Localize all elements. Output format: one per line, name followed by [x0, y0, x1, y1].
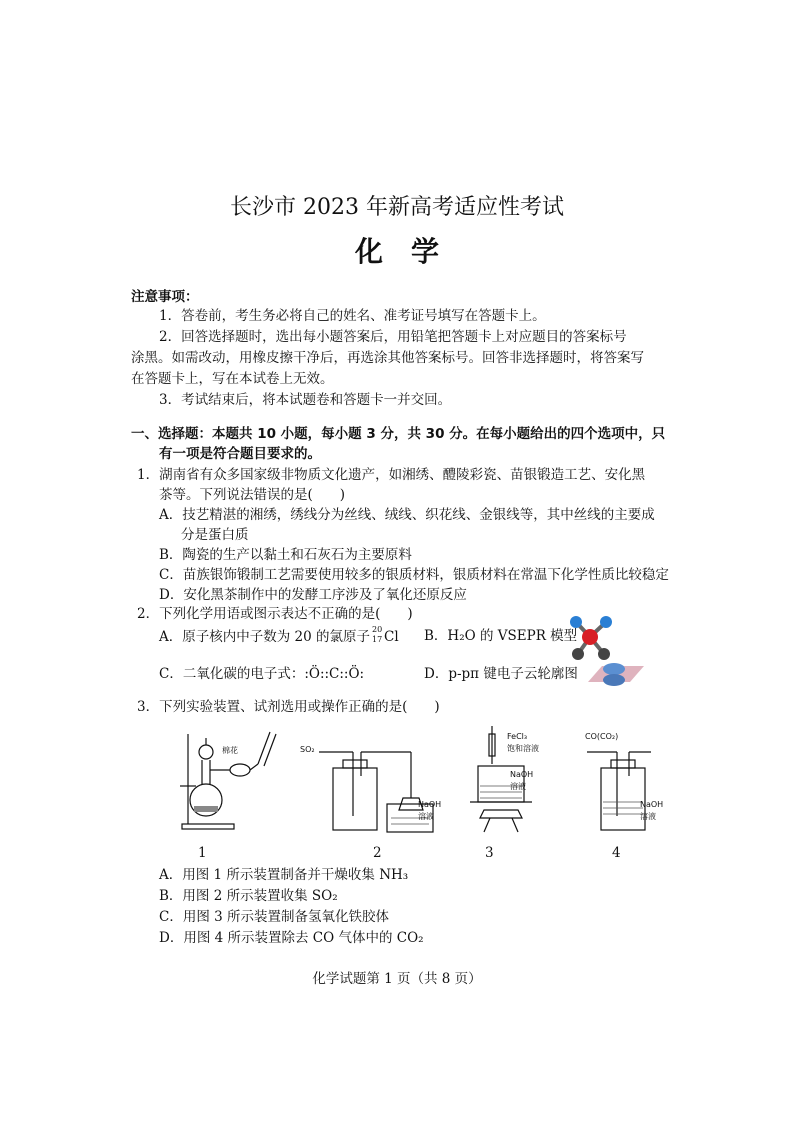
q1-option-c: C．苗族银饰锻制工艺需要使用较多的银质材料，银质材料在常温下化学性质比较稳定: [159, 567, 669, 583]
section-heading-cont: 有一项是符合题目要求的。: [159, 446, 321, 462]
notice-line: 1．答卷前，考生务必将自己的姓名、准考证号填写在答题卡上。: [159, 308, 546, 324]
q1-stem: 茶等。下列说法错误的是( ): [159, 487, 346, 503]
fig3-label-saturated: 饱和溶液: [507, 744, 539, 753]
exam-title: 长沙市 2023 年新高考适应性考试: [230, 195, 564, 220]
notice-line: 在答题卡上，写在本试卷上无效。: [131, 371, 334, 387]
notice-line: 涂黑。如需改动，用橡皮擦干净后，再选涂其他答案标号。回答非选择题时，将答案写: [131, 350, 644, 366]
q3-stem: 3．下列实验装置、试剂选用或操作正确的是( ): [137, 699, 440, 715]
fig1-label-cotton: 棉花: [222, 746, 238, 755]
fig4-label-naoh: NaOH: [640, 800, 664, 809]
co2-electron-formula: :Ö::C::Ö:: [304, 666, 365, 682]
q2-option-c: [159, 664, 364, 684]
atomic-number: 17: [372, 635, 383, 644]
notice-line: 3．考试结束后，将本试题卷和答题卡一并交回。: [159, 392, 452, 408]
notice-heading: 注意事项：: [131, 289, 199, 305]
section-heading: 一、选择题：本题共 10 小题，每小题 3 分，共 30 分。在每小题给出的四个选项中，只: [131, 426, 666, 442]
fig2-label-naoh: NaOH: [418, 800, 442, 809]
figure-number: 2: [373, 845, 382, 861]
q3-option-d: D．用图 4 所示装置除去 CO 气体中的 CO₂: [159, 930, 424, 946]
fig3-label-solution: 溶液: [510, 782, 526, 791]
fig4-label-solution: 溶液: [640, 812, 656, 821]
q2-option-a: [159, 626, 399, 647]
isotope-notation: [370, 626, 384, 644]
vsepr-model-image: [566, 612, 614, 662]
q2-option-d: D．p-pπ 键电子云轮廓图: [424, 666, 578, 682]
apparatus-figure-2: [305, 746, 445, 836]
q1-stem: 1．湖南省有众多国家级非物质文化遗产，如湘绣、醴陵彩瓷、苗银锻造工艺、安化黑: [137, 467, 646, 483]
mass-number: 20: [372, 625, 383, 634]
q1-option-b: B．陶瓷的生产以黏土和石灰石为主要原料: [159, 547, 412, 563]
fig3-label-naoh: NaOH: [510, 770, 534, 779]
element-symbol: Cl: [384, 629, 399, 645]
q2-stem: 2．下列化学用语或图示表达不正确的是( ): [137, 606, 413, 622]
page-footer: 化学试题第 1 页（共 8 页）: [312, 971, 482, 987]
apparatus-figure-3: [470, 724, 540, 836]
fig2-label-so2: SO₂: [300, 745, 315, 754]
q2-option-c-text: C．二氧化碳的电子式：: [159, 666, 305, 682]
apparatus-figure-1: [170, 724, 280, 834]
figure-number: 4: [612, 845, 621, 861]
apparatus-figure-4: [585, 746, 665, 836]
q3-option-a: A．用图 1 所示装置制备并干燥收集 NH₃: [159, 867, 409, 883]
figure-number: 3: [485, 845, 494, 861]
notice-line: 2．回答选择题时，选出每小题答案后，用铅笔把答题卡上对应题目的答案标号: [159, 329, 627, 345]
q1-option-d: D．安化黑茶制作中的发酵工序涉及了氧化还原反应: [159, 587, 467, 603]
fig3-label-fecl3: FeCl₃: [507, 732, 528, 741]
pi-bond-cloud-image: [580, 660, 646, 688]
subject-title: 化学: [354, 235, 467, 268]
q3-option-c: C．用图 3 所示装置制备氢氧化铁胶体: [159, 909, 390, 925]
q3-option-b: B．用图 2 所示装置收集 SO₂: [159, 888, 338, 904]
q1-option-a: 分是蛋白质: [181, 527, 249, 543]
q1-option-a: A．技艺精湛的湘绣，绣线分为丝线、绒线、织花线、金银线等，其中丝线的主要成: [159, 507, 655, 523]
q2-option-a-text: A．原子核内中子数为 20 的氯原子: [159, 629, 371, 645]
fig4-label-co-co2: CO(CO₂): [585, 732, 619, 741]
figure-number: 1: [198, 845, 207, 861]
q2-option-b: B．H₂O 的 VSEPR 模型: [424, 628, 578, 644]
fig2-label-solution: 溶液: [418, 812, 434, 821]
